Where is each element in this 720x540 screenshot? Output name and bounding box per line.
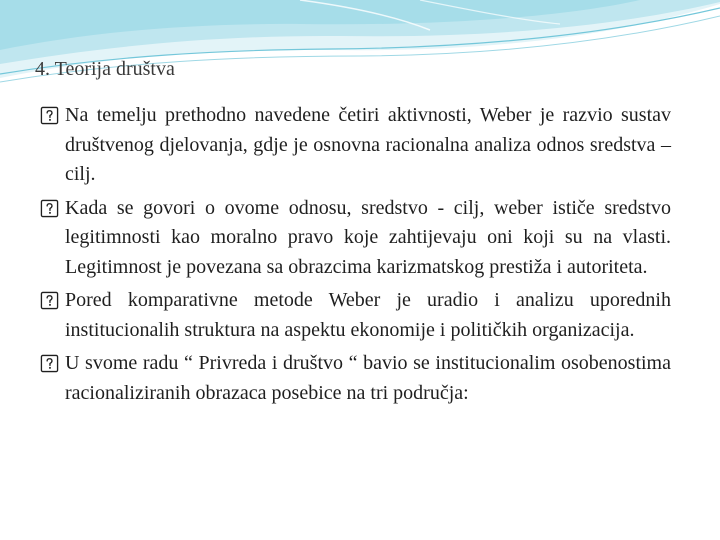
bullet-item	[40, 101, 671, 190]
bullet-item	[40, 194, 671, 283]
bullet-text: U svome radu “ Privreda i društvo “ bavio se institucionalim osobenostima racionaliziranih obrazaca posebice na tri područja:	[65, 352, 671, 404]
bullet-item	[40, 349, 671, 408]
unknown-glyph-box-icon	[40, 354, 59, 373]
unknown-glyph-box-icon	[40, 106, 59, 125]
bullet-text: Kada se govori o ovome odnosu, sredstvo - cilj, weber ističe sredstvo legitimnosti kao moralno pravo koje zahtijevaju oni koji su na vlasti. Legitimnost je povezana sa obrazcima karizmatskog prestiža i autoriteta.	[65, 196, 671, 279]
bullet-text: Na temelju prethodno navedene četiri aktivnosti, Weber je razvio sustav društvenog djelovanja, gdje je osnovna racionalna analiza odnos sredstva – cilj.	[65, 104, 671, 186]
unknown-glyph-box-icon	[40, 291, 59, 310]
bullet-text: Pored komparativne metode Weber je uradio i analizu uporednih institucionalih struktura na aspektu ekonomije i političkih organizacija.	[65, 289, 671, 341]
bullet-item	[40, 286, 671, 345]
slide-title: 4. Teorija društva	[35, 58, 175, 80]
bullet-list	[40, 101, 671, 412]
unknown-glyph-box-icon	[40, 199, 59, 218]
